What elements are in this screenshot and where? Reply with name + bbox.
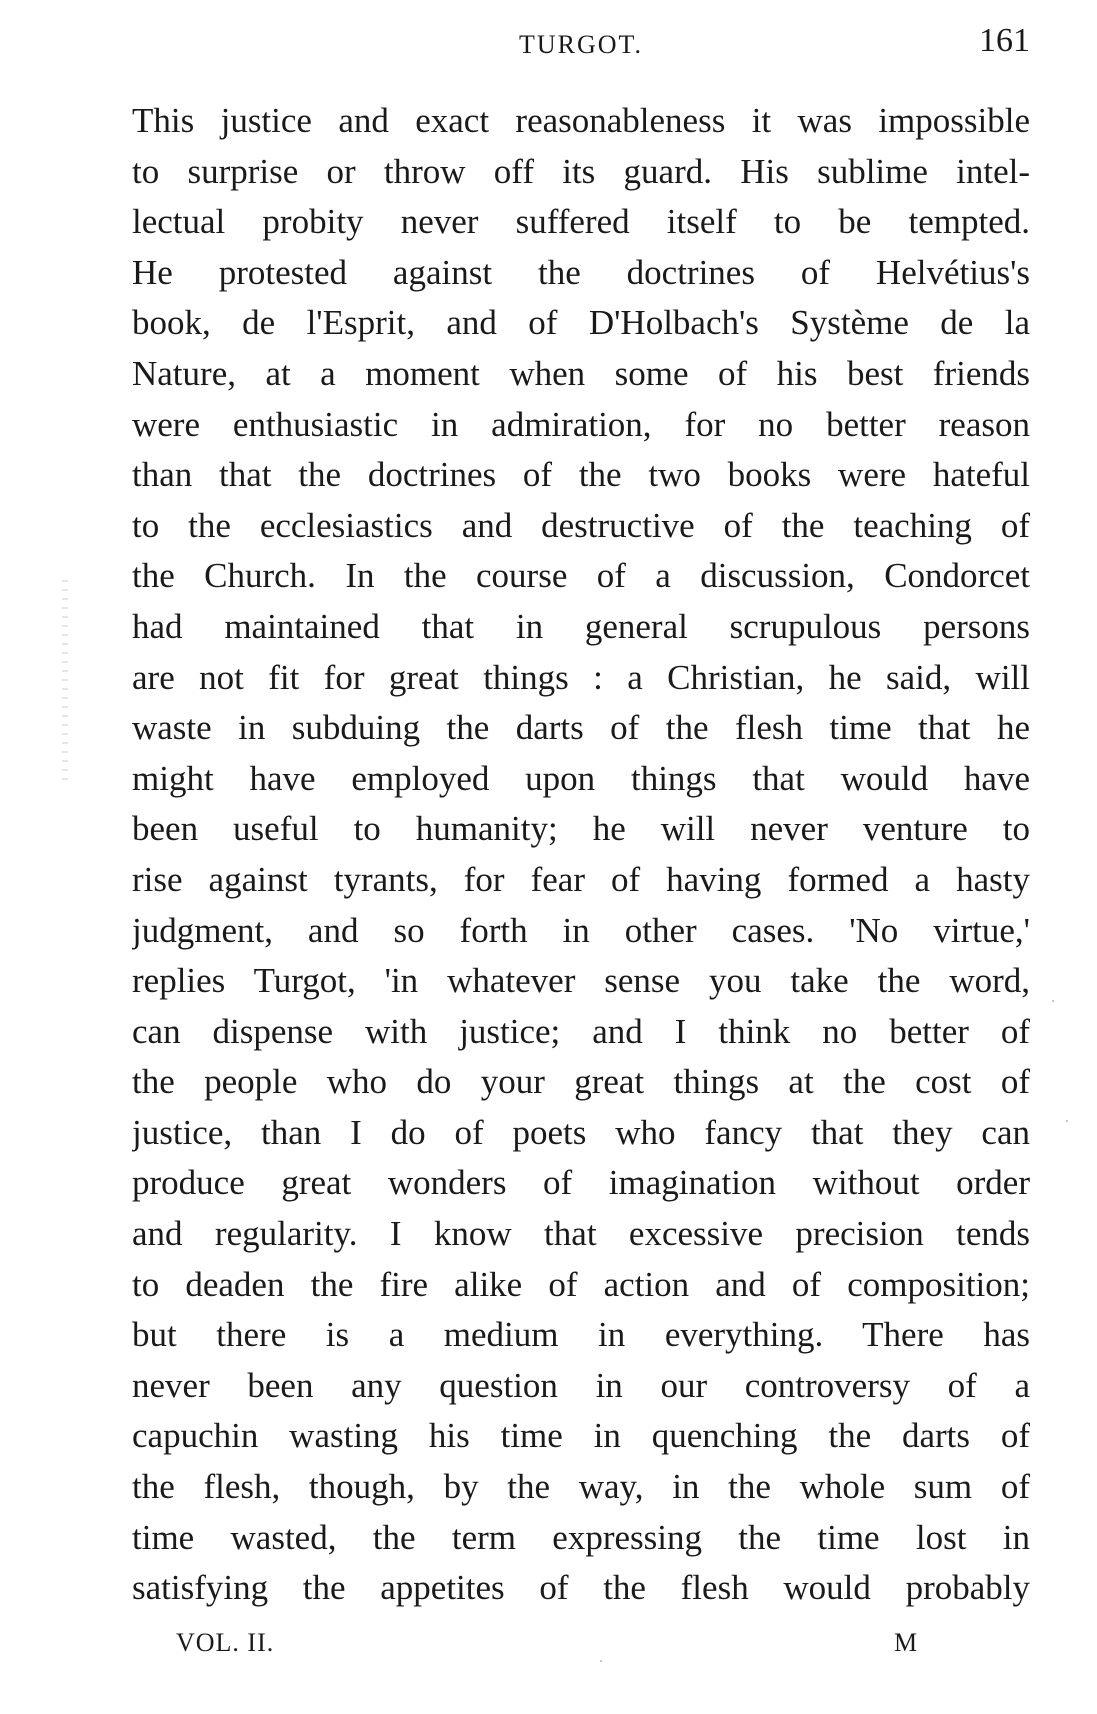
text-line: book, de l'Esprit, and of D'Holbach's Système de la	[132, 303, 1030, 343]
text-line: are not fit for great things : a Christian, he said, will	[132, 657, 1030, 697]
text-line: rise against tyrants, for fear of having formed a hasty	[132, 859, 1030, 899]
text-line: This justice and exact reasonableness it was impossible	[132, 101, 1030, 140]
paper-speck	[1052, 1000, 1054, 1002]
text-line: than that the doctrines of the two books were hateful	[132, 455, 1030, 495]
text-line: waste in subduing the darts of the flesh time that he	[132, 708, 1030, 748]
page-footer	[132, 1628, 1030, 1668]
signature-mark: M	[894, 1628, 918, 1657]
text-line: been useful to humanity; he will never venture to	[132, 809, 1030, 849]
text-line: to deaden the fire alike of action and of composition;	[132, 1264, 1030, 1304]
paper-speck	[1066, 1120, 1068, 1122]
text-line: were enthusiastic in admiration, for no better reason	[132, 404, 1030, 444]
body-text	[132, 96, 1030, 1614]
text-line: can dispense with justice; and I think no better of	[132, 1011, 1030, 1051]
text-line: time wasted, the term expressing the time lost in	[132, 1517, 1030, 1557]
text-line: to the ecclesiastics and destructive of the teaching of	[132, 505, 1030, 545]
text-line: lectual probity never suffered itself to be tempted.	[132, 202, 1030, 242]
page-number: 161	[979, 22, 1030, 59]
text-line: never been any question in our controversy of a	[132, 1365, 1030, 1405]
volume-label: VOL. II.	[176, 1628, 275, 1657]
text-line: justice, than I do of poets who fancy that they can	[132, 1112, 1030, 1152]
text-line: had maintained that in general scrupulous persons	[132, 606, 1030, 646]
text-line: Nature, at a moment when some of his best friends	[132, 353, 1030, 393]
running-head	[132, 20, 1030, 64]
text-line: satisfying the appetites of the flesh would probably	[132, 1568, 1030, 1608]
page-edge-bleed	[62, 580, 68, 780]
text-line: to surprise or throw off its guard. His sublime intel-	[132, 151, 1030, 191]
text-line: He protested against the doctrines of Helvétius's	[132, 252, 1030, 292]
text-line: and regularity. I know that excessive precision tends	[132, 1214, 1030, 1254]
text-line: produce great wonders of imagination without order	[132, 1163, 1030, 1203]
text-line: replies Turgot, 'in whatever sense you take the word,	[132, 961, 1030, 1001]
text-line: capuchin wasting his time in quenching the darts of	[132, 1416, 1030, 1456]
text-line: but there is a medium in everything. There has	[132, 1315, 1030, 1355]
text-line: might have employed upon things that would have	[132, 758, 1030, 798]
text-line: the people who do your great things at the cost of	[132, 1062, 1030, 1102]
text-line: the flesh, though, by the way, in the whole sum of	[132, 1467, 1030, 1507]
text-line: judgment, and so forth in other cases. 'No virtue,'	[132, 910, 1030, 950]
paper-speck	[600, 1660, 602, 1662]
text-line: the Church. In the course of a discussion, Condorcet	[132, 556, 1030, 596]
running-title: TURGOT.	[518, 30, 643, 59]
